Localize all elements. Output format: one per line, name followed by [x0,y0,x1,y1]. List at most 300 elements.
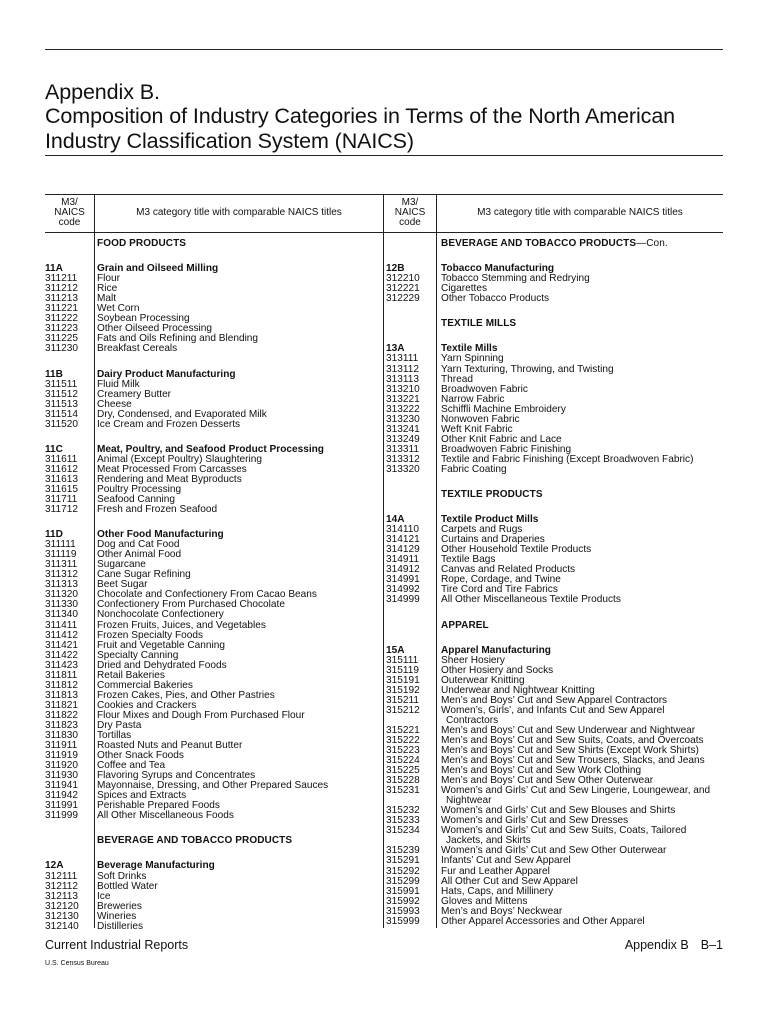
category-title-text: Rendering and Meat Byproducts [97,473,242,485]
category-title-text: Nonwoven Fabric [441,413,520,425]
naics-code: 311512 [45,388,78,400]
naics-code: 311821 [45,699,78,711]
table-row [45,304,383,314]
naics-code: 11D [45,529,63,541]
naics-code: 311422 [45,649,78,661]
table-row [386,786,723,796]
naics-code: 313241 [386,423,420,435]
category-title-text: Men’s and Boys’ Cut and Sew Underwear and Nightwear [441,724,696,736]
table-row [386,465,723,475]
category-title-text: Other Oilseed Processing [97,323,213,335]
naics-code: 311942 [45,790,78,802]
category-title-text: Soft Drinks [97,870,147,882]
table-row [386,877,723,887]
table-row [45,540,383,550]
naics-code: 313112 [386,363,419,375]
naics-code: 311421 [45,639,78,651]
section-title [441,621,489,631]
code-header-line: code [58,217,81,228]
table-row [386,545,723,555]
category-title-text: Thread [441,373,473,385]
naics-code: 311320 [45,589,78,601]
category-title-text: Other Apparel Accessories and Other Apparel [441,915,645,927]
category-title [441,294,549,304]
code-header-line: NAICS [394,207,426,218]
naics-code: 311213 [45,293,78,305]
category-group-row [386,344,723,354]
right-title-header: M3 category title with comparable NAICS titles [477,207,683,218]
category-title-text: Textile Bags [441,554,496,566]
category-group-row [386,646,723,656]
table-row [45,380,383,390]
table-row [45,560,383,570]
category-title-text: Spices and Extracts [97,790,187,802]
table-row [45,570,383,580]
naics-code: 311211 [45,273,78,285]
left-title-header: M3 category title with comparable NAICS titles [136,207,342,218]
category-title-text: All Other Miscellaneous Foods [97,810,234,822]
table-row [386,415,723,425]
naics-code: 315221 [386,724,420,736]
naics-code: 312113 [45,890,78,902]
code-header-line: code [399,217,421,228]
naics-code: 12A [45,860,64,872]
table-row [386,455,723,465]
category-title-text: Creamery Butter [97,388,172,400]
category-title-text: Breakfast Cereals [97,343,178,355]
naics-code: 311613 [45,473,78,485]
appendix-reference: Appendix B [624,938,689,952]
category-title-text: Men’s and Boys’ Cut and Sew Other Outerwear [441,775,654,787]
table-row [45,475,383,485]
naics-code: 14A [386,514,405,526]
naics-code: 311811 [45,669,78,681]
category-title-text: Frozen Cakes, Pies, and Other Pastries [97,689,275,701]
naics-code: 314911 [386,554,419,566]
table-row [45,711,383,721]
category-title-text: Fur and Leather Apparel [441,865,550,877]
naics-code: 311513 [45,398,78,410]
category-title-text: Ice [97,890,111,902]
naics-code: 311611 [45,453,78,465]
category-title-text: Yarn Texturing, Throwing, and Twisting [441,363,614,375]
naics-code: 15A [386,644,405,656]
naics-code: 311711 [45,494,78,506]
naics-code: 315992 [386,895,420,907]
naics-code: 315292 [386,865,420,877]
category-title-text: Commercial Bakeries [97,679,193,691]
category-title-text: Women’s and Girls’ Cut and Sew Dresses [441,815,629,827]
naics-code: 315212 [386,704,420,716]
left-code-header [45,198,94,228]
category-title-text: Infants’ Cut and Sew Apparel [441,855,571,867]
category-title-text: TEXTILE PRODUCTS [441,489,543,500]
category-title-text: Breweries [97,900,142,912]
naics-code: 315299 [386,875,420,887]
category-title-text: Coffee and Tea [97,760,166,772]
table-row [45,420,383,430]
page-title-line-1: Composition of Industry Categories in Terms of the North American [45,104,676,128]
naics-code: 314991 [386,574,420,586]
naics-code: 312221 [386,283,420,295]
category-title-text: Tobacco Manufacturing [441,263,555,275]
naics-code: 311511 [45,378,78,390]
category-title [97,420,240,430]
naics-code: 313111 [386,353,419,365]
naics-code: 311615 [45,483,78,495]
category-title-text: Weft Knit Fabric [441,423,513,435]
table-row [386,706,723,716]
naics-code: 11A [45,263,63,275]
naics-code: 311312 [45,569,78,581]
category-title-text: Women’s, Girls’, and Infants Cut and Sew Apparel [441,704,665,716]
category-title-text: Ice Cream and Frozen Desserts [97,418,241,430]
table-row [45,872,383,882]
category-title-text: Specialty Canning [97,649,179,661]
table-row [386,826,723,836]
category-title [97,922,143,932]
table-row [45,912,383,922]
section-heading [386,490,723,500]
category-title-text: Wet Corn [97,303,140,315]
naics-code: 311911 [45,740,78,751]
section-title [441,239,668,249]
category-title-text: Flour [97,273,120,285]
category-title-text: Sheer Hosiery [441,654,505,666]
naics-code: 311111 [45,539,76,551]
category-title-text: Seafood Canning [97,494,176,506]
naics-code: 314129 [386,544,420,556]
table-row [45,505,383,515]
category-title-text: Malt [97,293,117,305]
naics-code: 313230 [386,413,420,425]
section-heading [386,239,723,249]
category-title [441,465,507,475]
table-row [45,284,383,294]
category-group-row [45,861,383,871]
naics-code: 313320 [386,463,420,475]
naics-code: 314121 [386,534,420,546]
category-title-text: Schiffli Machine Embroidery [441,403,566,415]
category-title-text: Roasted Nuts and Peanut Butter [97,740,243,751]
naics-code: 313222 [386,403,420,415]
category-title-text: Other Animal Food [97,549,182,561]
category-title [441,595,621,605]
category-title-text: Outerwear Knitting [441,674,525,686]
section-title [441,490,543,500]
category-title-text: Poultry Processing [97,483,182,495]
code-header-line: M3/ [61,197,78,208]
table-top-rule [45,194,723,195]
category-title [441,917,645,927]
category-title-text: Flour Mixes and Dough From Purchased Flour [97,709,305,721]
section-title [97,836,292,846]
category-title-text: BEVERAGE AND TOBACCO PRODUCTS [441,238,637,249]
category-title-text: Cookies and Crackers [97,699,197,711]
table-row [45,390,383,400]
category-title-text: Other Snack Foods [97,750,184,762]
table-row [45,811,383,821]
naics-code: 311919 [45,750,78,762]
naics-code: 11C [45,443,63,455]
table-row [386,917,723,927]
category-title-text: Rice [97,283,118,295]
category-title-text: Nonchocolate Confectionery [97,609,224,621]
category-title [97,505,217,515]
section-heading [45,836,383,846]
table-row [386,887,723,897]
category-title-text: Chocolate and Confectionery From Cacao Beans [97,589,317,601]
category-title-text: Frozen Fruits, Juices, and Vegetables [97,619,266,631]
naics-code: 311930 [45,770,78,782]
naics-code: 315233 [386,815,420,827]
table-row [45,485,383,495]
category-title-text: Men’s and Boys’ Cut and Sew Trousers, Slacks, and Jeans [441,755,705,767]
table-row [386,666,723,676]
naics-code: 313221 [386,393,420,405]
naics-code: 311520 [45,418,78,430]
table-row [45,641,383,651]
naics-code: 312120 [45,900,79,912]
continued-suffix: —Con. [636,238,668,249]
naics-code: 311712 [45,504,78,516]
category-title-text: Tortillas [97,729,132,741]
category-title-text: Men’s and Boys’ Cut and Sew Suits, Coats, and Overcoats [441,734,704,746]
category-title-text: Beverage Manufacturing [97,860,215,872]
table-row [45,344,383,354]
category-title-text: Women’s and Girls’ Cut and Sew Blouses and Shirts [441,805,676,817]
table-row [45,550,383,560]
category-title-text: Men’s and Boys’ Cut and Sew Apparel Contractors [441,694,668,706]
table-row [45,892,383,902]
category-title-text: Soybean Processing [97,313,190,325]
category-title-text: Men’s and Boys’ Cut and Sew Shirts (Except Work Shirts) [441,745,699,757]
table-row [45,294,383,304]
naics-code: 314999 [386,594,420,606]
naics-code: 311999 [45,810,78,822]
report-name: Current Industrial Reports [45,938,189,952]
category-title-text: Bottled Water [97,880,158,892]
naics-code: 312140 [45,920,79,932]
category-title-text: TEXTILE MILLS [441,318,517,330]
table-row [45,882,383,892]
category-title-text: Cheese [97,398,132,410]
publisher-name: U.S. Census Bureau [45,960,109,967]
table-row [45,922,383,932]
category-title-text: Curtains and Draperies [441,534,545,546]
table-row [45,902,383,912]
naics-code: 315223 [386,745,420,757]
top-rule [45,49,723,50]
naics-code: 314992 [386,584,420,596]
table-row [45,621,383,631]
naics-code: 311514 [45,408,78,420]
naics-code: 311221 [45,303,78,315]
category-title-text: Narrow Fabric [441,393,505,405]
naics-code: 315119 [386,664,419,676]
category-title-text: Fruit and Vegetable Canning [97,639,225,651]
table-row [386,274,723,284]
naics-code: 311223 [45,323,78,335]
naics-code: 311230 [45,343,78,355]
table-row [386,656,723,666]
naics-code: 315232 [386,805,420,817]
code-header-line: NAICS [54,207,85,218]
category-title-text: Other Household Textile Products [441,544,592,556]
naics-code: 311212 [45,283,78,295]
category-title [97,344,177,354]
naics-code: 311313 [45,579,78,591]
category-title-text: Dry, Condensed, and Evaporated Milk [97,408,267,420]
naics-code: 315999 [386,915,420,927]
naics-code: 311941 [45,780,78,792]
category-title-text: Distilleries [97,920,143,932]
category-title-text: Rope, Cordage, and Twine [441,574,561,586]
table-row [386,405,723,415]
category-title-text: Fluid Milk [97,378,140,390]
category-title-text: Textile Mills [441,343,498,355]
table-row [386,294,723,304]
category-group-row [386,515,723,525]
category-title-text: Confectionery From Purchased Chocolate [97,599,285,611]
category-title-text: Other Hosiery and Socks [441,664,554,676]
naics-code: 311412 [45,629,78,641]
table-row [386,385,723,395]
category-title-text: Cane Sugar Refining [97,569,191,581]
naics-code: 311612 [45,463,78,475]
naics-code: 315234 [386,825,420,837]
naics-code: 314110 [386,524,419,536]
category-title-text: Carpets and Rugs [441,524,523,536]
naics-code: 312229 [386,293,420,305]
category-title-text: Broadwoven Fabric Finishing [441,443,572,455]
category-title-text: Jackets, and Skirts [446,835,531,847]
category-title-text: Fats and Oils Refining and Blending [97,333,259,345]
title-bottom-rule [45,155,723,156]
category-title-text: Animal (Except Poultry) Slaughtering [97,453,262,465]
category-title-text: Men’s and Boys’ Neckwear [441,905,563,917]
category-title-text: Dairy Product Manufacturing [97,368,236,380]
table-row [45,334,383,344]
naics-code: 312111 [45,870,78,882]
right-code-header [384,198,436,228]
naics-code: 315222 [386,734,420,746]
category-title-text: Broadwoven Fabric [441,383,528,395]
naics-code: 313113 [386,373,419,385]
category-title-text: Women’s and Girls’ Cut and Sew Lingerie, Loungewear, and [441,785,711,797]
naics-code: 11B [45,368,63,380]
naics-code: 315291 [386,855,420,867]
naics-code: 311830 [45,729,78,741]
naics-code: 311222 [45,313,78,325]
section-heading [45,239,383,249]
table-row [45,781,383,791]
category-title-text: Fresh and Frozen Seafood [97,504,218,516]
table-row [45,671,383,681]
category-title-text: APPAREL [441,619,489,631]
naics-code: 315991 [386,885,420,897]
category-title-text: Perishable Prepared Foods [97,800,220,812]
category-title-text: Retail Bakeries [97,669,165,681]
naics-code: 311119 [45,549,77,561]
naics-code: 311411 [45,619,78,631]
naics-code: 315993 [386,905,420,917]
category-title-text: Meat, Poultry, and Seafood Product Processing [97,443,324,455]
naics-code: 311311 [45,559,78,571]
category-title-text: Grain and Oilseed Milling [97,263,219,275]
category-title-text: Underwear and Nightwear Knitting [441,684,595,696]
naics-code: 311822 [45,709,78,721]
category-title-text: Gloves and Mittens [441,895,528,907]
naics-code: 315225 [386,765,420,777]
category-group-row [45,264,383,274]
category-title-text: Textile and Fabric Finishing (Except Broadwoven Fabric) [441,453,694,465]
category-title-text: Canvas and Related Products [441,564,576,576]
naics-code: 313249 [386,433,420,445]
section-title [97,239,186,249]
category-title-text: Meat Processed From Carcasses [97,463,247,475]
category-title-text: FOOD PRODUCTS [97,238,187,249]
appendix-label: Appendix B. [45,80,160,104]
table-row [45,721,383,731]
table-row [386,856,723,866]
category-title-text: Tobacco Stemming and Redrying [441,273,590,285]
naics-code: 315111 [386,654,419,666]
table-row [386,375,723,385]
table-row [45,751,383,761]
naics-code: 315231 [386,785,420,797]
category-title-text: Mayonnaise, Dressing, and Other Prepared Sauces [97,780,329,792]
category-title-text: Dog and Cat Food [97,539,180,551]
naics-code: 313210 [386,383,420,395]
naics-code: 312210 [386,273,420,285]
category-title-text: Other Food Manufacturing [97,529,224,541]
naics-code: 311991 [45,800,78,812]
naics-code: 315224 [386,755,420,767]
category-title-text: Fabric Coating [441,463,507,475]
category-title-text: Hats, Caps, and Millinery [441,885,554,897]
category-group-row [45,370,383,380]
naics-code: 315228 [386,775,420,787]
table-row [386,284,723,294]
naics-code: 314912 [386,564,420,576]
page-title-line-2: Industry Classification System (NAICS) [45,129,414,153]
naics-code: 315211 [386,694,419,706]
table-row [386,525,723,535]
naics-code: 311812 [45,679,78,691]
category-title-text: Contractors [446,714,499,726]
category-group-row [45,530,383,540]
category-title-text: Sugarcane [97,559,146,571]
category-title-text: Tire Cord and Tire Fabrics [441,584,558,596]
category-title-text: Men’s and Boys’ Cut and Sew Work Clothing [441,765,642,777]
category-title-text: BEVERAGE AND TOBACCO PRODUCTS [97,835,293,847]
naics-code: 311920 [45,760,78,772]
category-title-text: Women’s and Girls’ Cut and Sew Suits, Coats, Tailored [441,825,687,837]
section-heading [386,319,723,329]
naics-code: 311225 [45,333,78,345]
naics-code: 311340 [45,609,78,621]
page-reference [613,938,723,952]
naics-code: 313311 [386,443,419,455]
naics-code: 315239 [386,845,420,857]
section-heading [386,621,723,631]
category-title [97,811,234,821]
category-title-text: Other Knit Fabric and Lace [441,433,562,445]
category-title-text: Wineries [97,910,137,922]
naics-code: 311330 [45,599,78,611]
category-title-text: Other Tobacco Products [441,293,550,305]
